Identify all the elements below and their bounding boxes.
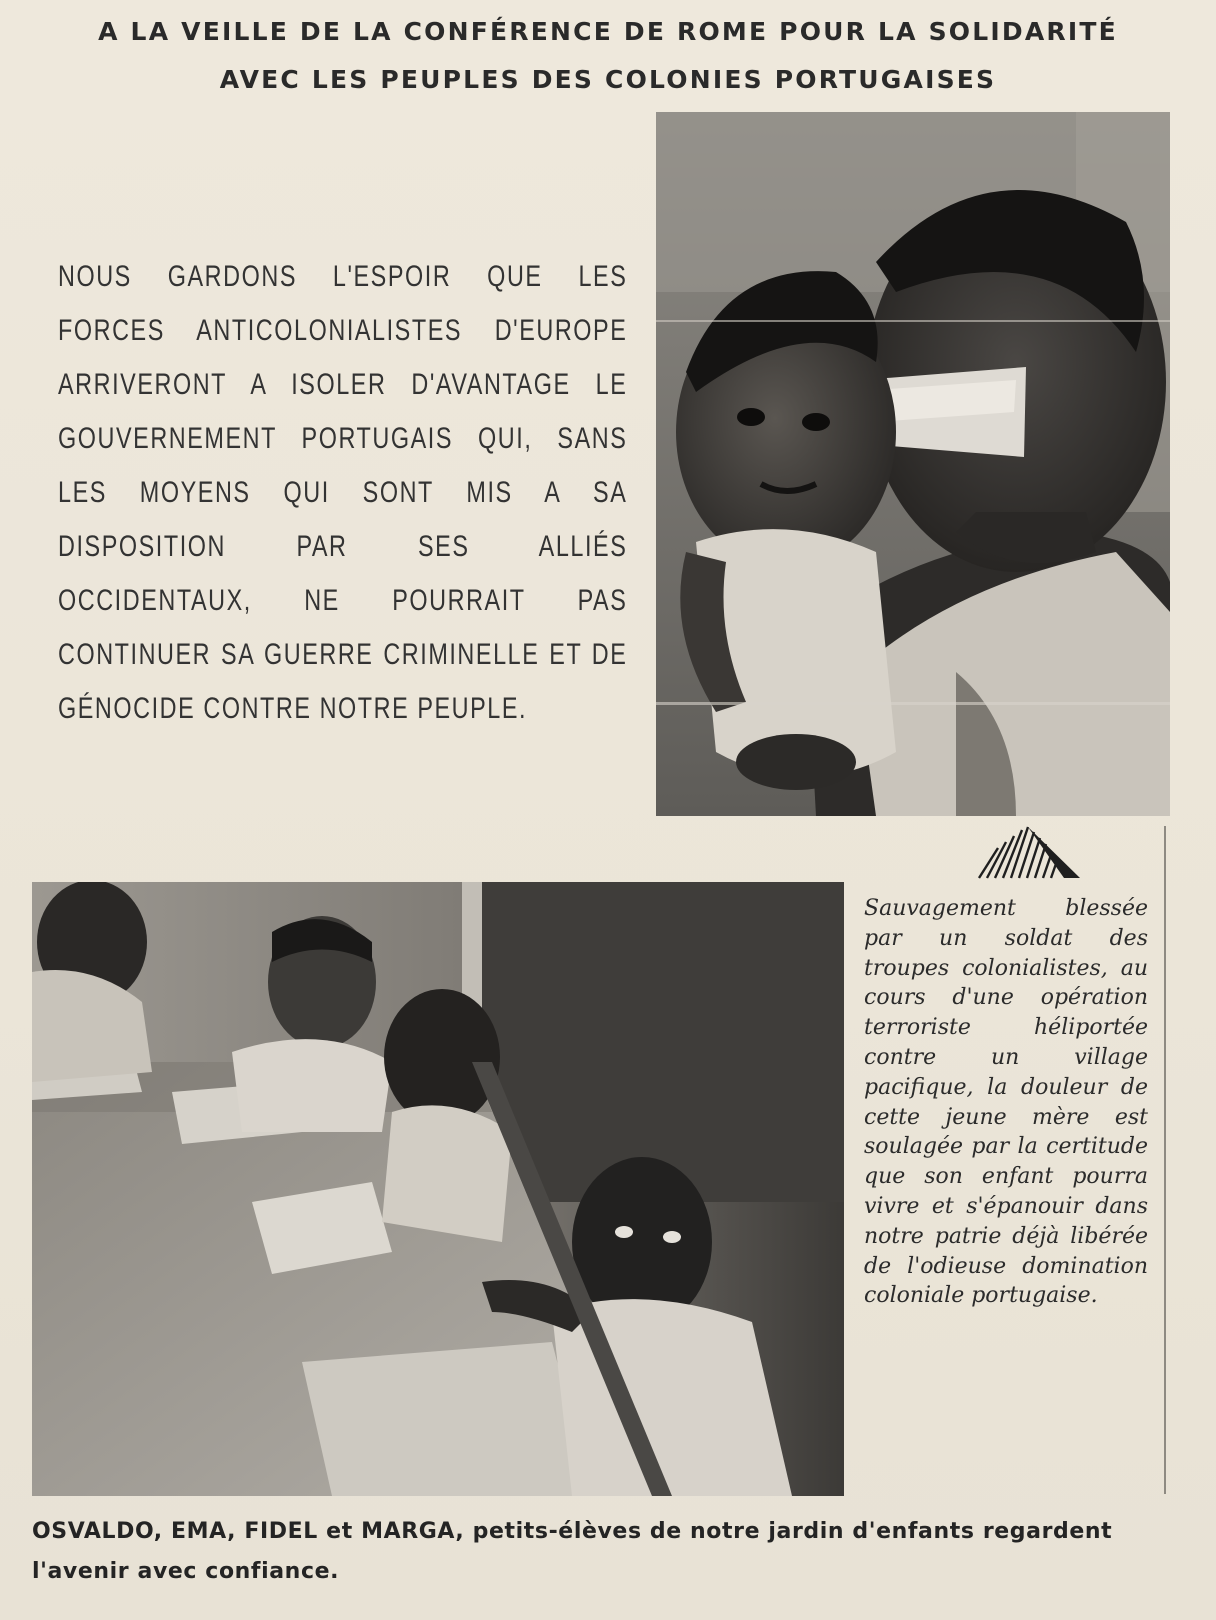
quote-text: NOUS GARDONS L'ESPOIR QUE LES FORCES ANTICOLONIALISTES D'EUROPE ARRIVERONT A ISOLER D'AVANTAGE LE GOUVERNEMENT PORTUGAIS QUI, SANS LES MOYENS QUI SONT MIS A SA DISPOSITION PAR SES ALLIÉS OCCIDENTAUX, NE POURRAIT PAS CONTINUER SA GUERRE CRIMINELLE ET DE GÉNOCIDE CONTRE NOTRE PEUPLE. xyxy=(58,260,628,725)
footer-caption: OSVALDO, EMA, FIDEL et MARGA, petits-élèves de notre jardin d'enfants regardent l'avenir avec confiance. xyxy=(32,1519,1113,1584)
photo-children-kindergarten xyxy=(32,882,844,1496)
photo-wounded-mother-and-child xyxy=(656,112,1170,816)
page-header xyxy=(28,8,1188,104)
photo-children-image xyxy=(32,882,844,1496)
caption-divider xyxy=(1164,826,1166,1494)
photo-caption: Sauvagement blessée par un soldat des troupes colonialistes, au cours d'une opération terroriste héliportée contre un village pacifique, la douleur de cette jeune mère est soulagée par la certitude que son enfant pourra vivre et s'épanouir dans notre patrie déjà libérée de l'odieuse domination coloniale portugaise. xyxy=(864,896,1148,1309)
photo-mother-image xyxy=(656,112,1170,816)
header-line-2: AVEC LES PEUPLES DES COLONIES PORTUGAISES xyxy=(219,65,997,94)
triangle-arrow-icon xyxy=(976,826,1082,880)
header-line-1: A LA VEILLE DE LA CONFÉRENCE DE ROME POUR LA SOLIDARITÉ xyxy=(98,17,1118,46)
